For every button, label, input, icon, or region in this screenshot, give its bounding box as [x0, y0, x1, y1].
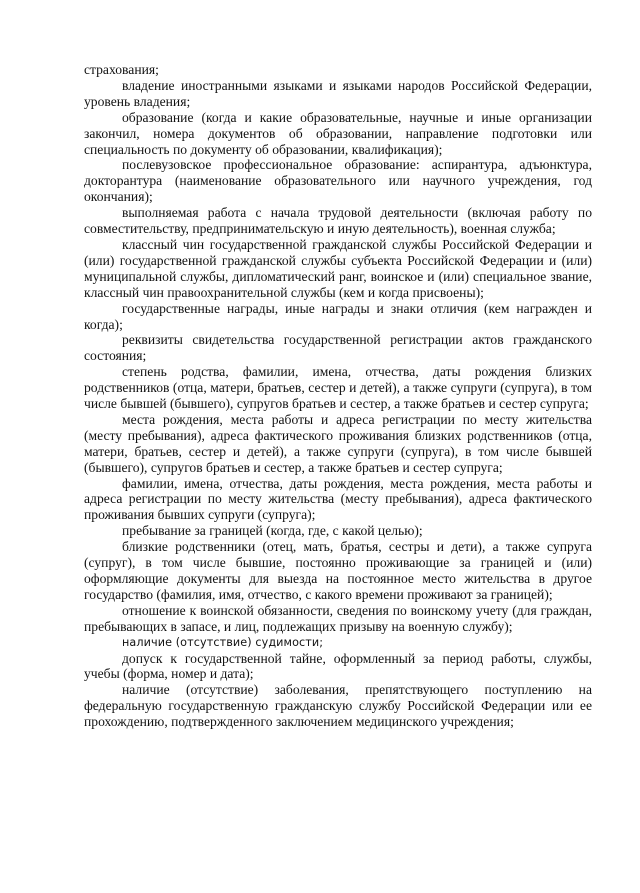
paragraph-postgraduate-education: послевузовское профессиональное образование: аспирантура, адъюнктура, докторантура (наименование образовательного или научного учреждения, год окончания);: [84, 157, 592, 205]
paragraph-former-spouse: фамилии, имена, отчества, даты рождения, места рождения, места работы и адреса регистрации по месту жительства (месту пребывания), адреса фактического проживания бывших супруги (супруга);: [84, 475, 592, 523]
paragraph-medical-condition: наличие (отсутствие) заболевания, препятствующего поступлению на федеральную государственную гражданскую службу Российской Федерации или ее прохождению, подтвержденного заключением медицинского учреждения;: [84, 682, 592, 730]
paragraph-stay-abroad: пребывание за границей (когда, где, с какой целью);: [122, 523, 423, 539]
paragraph-work-history: выполняемая работа с начала трудовой деятельности (включая работу по совместительству, предпринимательскую и иную деятельность), военная служба;: [84, 205, 592, 237]
paragraph-state-secret-clearance: допуск к государственной тайне, оформленный за период работы, службы, учебы (форма, номер и дата);: [84, 650, 592, 682]
document-page: [84, 62, 592, 730]
paragraph-relatives-abroad: близкие родственники (отец, мать, братья, сестры и дети), а также супруга (супруг), в том числе бывшие, постоянно проживающие за границей и (или) оформляющие документы для выезда на постоянное место жительства в другое государство (фамилия, имя, отчество, с какого времени проживают за границей);: [84, 539, 592, 602]
paragraph-education: образование (когда и какие образовательные, научные и иные организации закончил, номера документов об образовании, направление подготовки или специальность по документу об образовании, квалификация);: [84, 109, 592, 157]
paragraph-civil-registration: реквизиты свидетельства государственной регистрации актов гражданского состояния;: [84, 332, 592, 364]
paragraph-state-awards: государственные награды, иные награды и знаки отличия (кем награжден и когда);: [84, 300, 592, 332]
paragraph-relatives-kinship: степень родства, фамилии, имена, отчества, даты рождения близких родственников (отца, матери, братьев, сестер и детей), а также супруги (супруга), в том числе бывшей (бывшего), супругов братьев и сестер, а также братьев и сестер супруга;: [84, 364, 592, 412]
paragraph-languages: владение иностранными языками и языками народов Российской Федерации, уровень владения;: [84, 77, 592, 109]
paragraph-relatives-addresses: места рождения, места работы и адреса регистрации по месту жительства (месту пребывания), адреса фактического проживания близких родственников (отца, матери, братьев, сестер и детей), а также супруги (супруга), в том числе бывшей (бывшего), супругов братьев и сестер, а также братьев и сестер супруга;: [84, 411, 592, 475]
paragraph-military-duty: отношение к воинской обязанности, сведения по воинскому учету (для граждан, пребывающих в запасе, и лиц, подлежащих призыву на военную службу);: [84, 602, 592, 634]
paragraph-class-rank: классный чин государственной гражданской службы Российской Федерации и (или) государственной гражданской службы субъекта Российской Федерации и (или) муниципальной службы, дипломатический ранг, воинское и (или) специальное звание, классный чин правоохранительной службы (кем и когда присвоены);: [84, 236, 592, 300]
paragraph-criminal-record: наличие (отсутствие) судимости;: [122, 635, 324, 649]
paragraph-insurance-ending: страхования;: [84, 62, 159, 77]
